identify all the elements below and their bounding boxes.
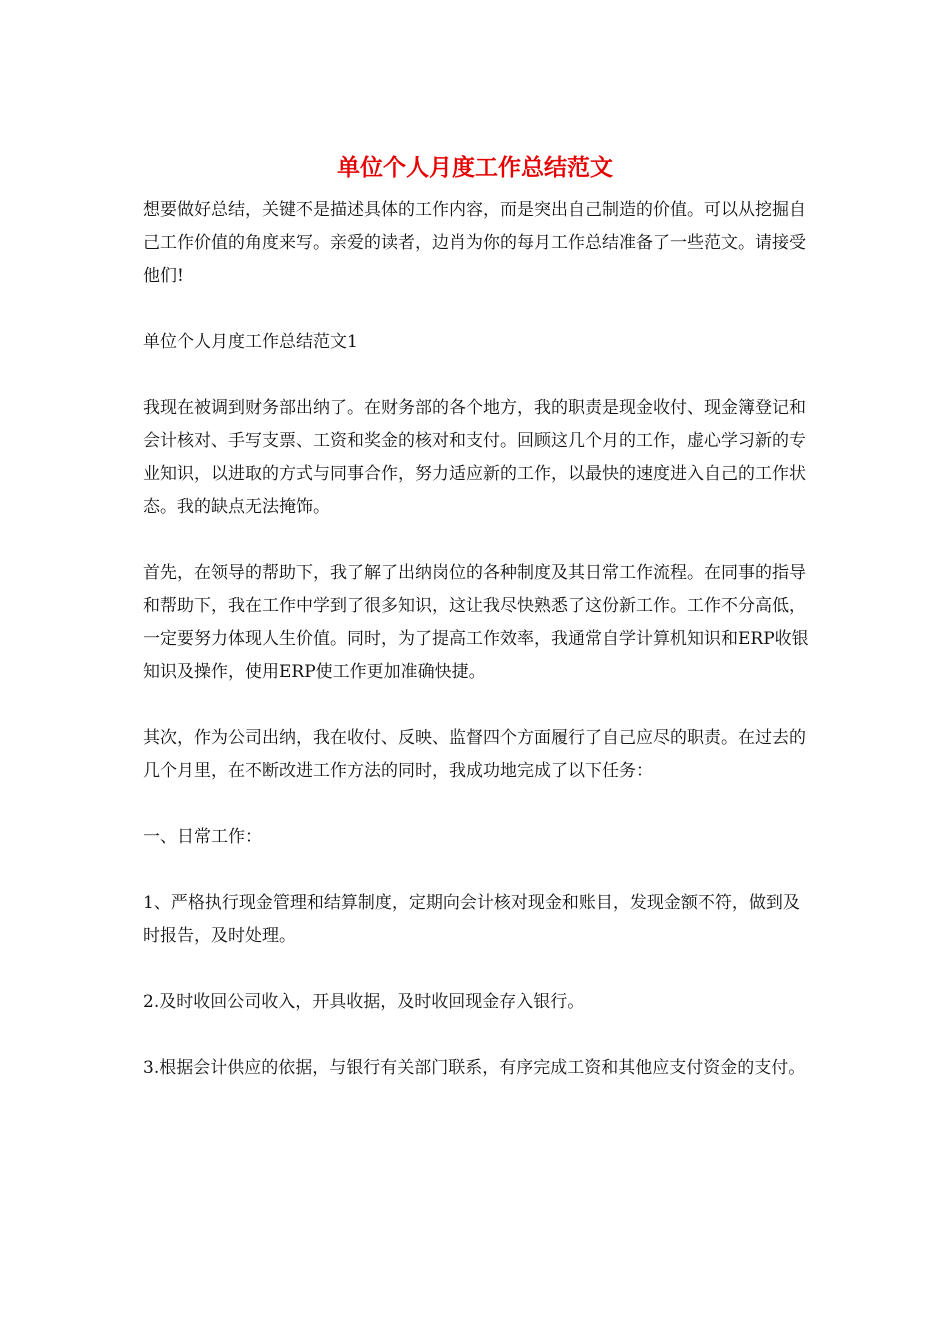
document-title: 单位个人月度工作总结范文 bbox=[337, 154, 613, 181]
section-heading: 单位个人月度工作总结范文1 bbox=[143, 332, 358, 352]
paragraph: 我现在被调到财务部出纳了。在财务部的各个地方，我的职责是现金收付、现金簿登记和会计核对、手写支票、工资和奖金的核对和支付。回顾这几个月的工作，虚心学习新的专业知识，以进取的方式与同事合作，努力适应新的工作，以最快的速度进入自己的工作状态。我的缺点无法掩饰。 bbox=[143, 398, 806, 517]
list-item: 1、严格执行现金管理和结算制度，定期向会计核对现金和账目，发现金额不符，做到及时报告，及时处理。 bbox=[143, 893, 800, 946]
paragraph: 首先，在领导的帮助下，我了解了出纳岗位的各种制度及其日常工作流程。在同事的指导和帮助下，我在工作中学到了很多知识，这让我尽快熟悉了这份新工作。工作不分高低，一定要努力体现人生价值。同时，为了提高工作效率，我通常自学计算机知识和ERP收银知识及操作，使用ERP使工作更加准确快捷。 bbox=[143, 563, 809, 682]
document-body bbox=[143, 194, 813, 1118]
paragraph: 其次，作为公司出纳，我在收付、反映、监督四个方面履行了自己应尽的职责。在过去的几个月里，在不断改进工作方法的同时，我成功地完成了以下任务： bbox=[143, 728, 806, 781]
list-item: 2.及时收回公司收入，开具收据，及时收回现金存入银行。 bbox=[143, 992, 585, 1012]
paragraph-intro: 想要做好总结，关键不是描述具体的工作内容，而是突出自己制造的价值。可以从挖掘自己工作价值的角度来写。亲爱的读者，边肖为你的每月工作总结准备了一些范文。请接受他们! bbox=[143, 200, 806, 286]
subsection-heading: 一、日常工作： bbox=[143, 827, 262, 847]
list-item: 3.根据会计供应的依据，与银行有关部门联系，有序完成工资和其他应支付资金的支付。 bbox=[143, 1058, 806, 1078]
